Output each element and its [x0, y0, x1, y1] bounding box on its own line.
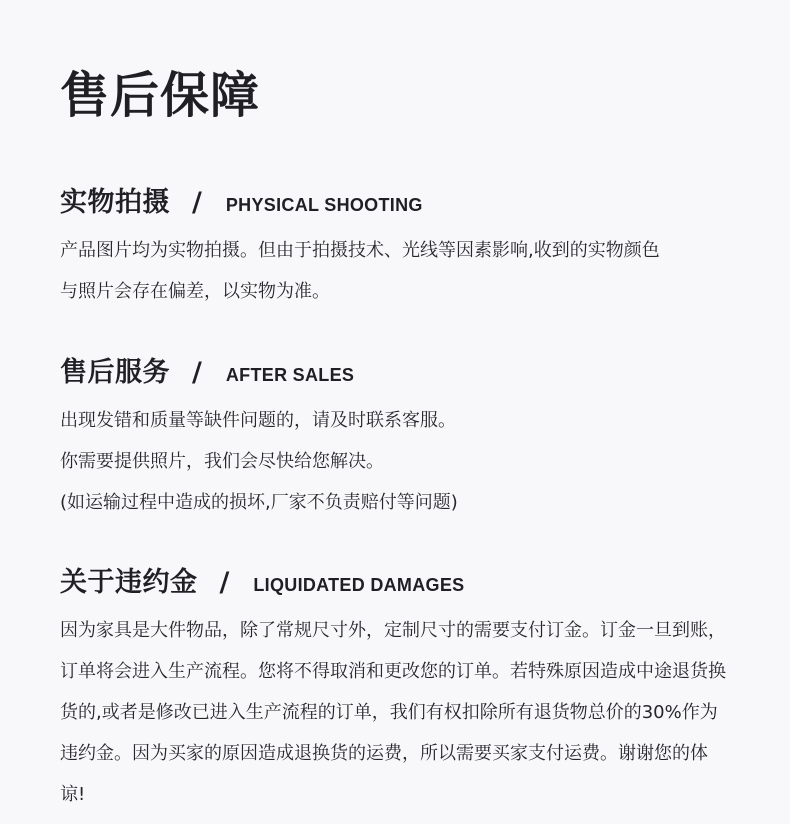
body-line: 产品图片均为实物拍摄。但由于拍摄技术、光线等因素影响,收到的实物颜色: [60, 240, 660, 261]
section-subtitle: PHYSICAL SHOOTING: [225, 195, 423, 215]
section-heading: [60, 180, 750, 220]
section-paragraph: 因为家具是大件物品，除了常规尺寸外，定制尺寸的需要支付订金。订金一旦到账，订单将会进入生产流程。您将不得取消和更改您的订单。若特殊原因造成中途退货换货的,或者是修改已进入生产流程的订单，我们有权扣除所有退货物总价的30%作为违约金。因为买家的原因造成退换货的运费，所以需要买家支付运费。谢谢您的体谅!: [60, 620, 726, 805]
section-title: 关于违约金: [60, 567, 198, 598]
section-subtitle: AFTER SALES: [225, 365, 355, 385]
physical-shooting-section: [60, 180, 750, 312]
section-heading: [60, 350, 750, 390]
section-separator: /: [192, 357, 202, 388]
body-line: (如运输过程中造成的损坏,厂家不负责赔付等问题): [60, 492, 458, 513]
after-sales-section: [60, 350, 750, 523]
section-separator: /: [219, 567, 230, 598]
body-line: 你需要提供照片，我们会尽快给您解决。: [60, 451, 384, 472]
section-title: 售后服务: [60, 357, 170, 388]
liquidated-damages-section: [60, 560, 750, 815]
body-line: 与照片会存在偏差，以实物为准。: [60, 281, 330, 302]
section-separator: /: [192, 187, 202, 218]
section-heading: [60, 560, 750, 600]
section-title: 实物拍摄: [60, 187, 170, 218]
page-title: 售后保障: [60, 67, 261, 124]
body-line: 出现发错和质量等缺件问题的，请及时联系客服。: [60, 410, 456, 431]
section-body: [60, 230, 750, 312]
section-body: [60, 400, 750, 523]
section-subtitle: LIQUIDATED DAMAGES: [253, 575, 465, 595]
